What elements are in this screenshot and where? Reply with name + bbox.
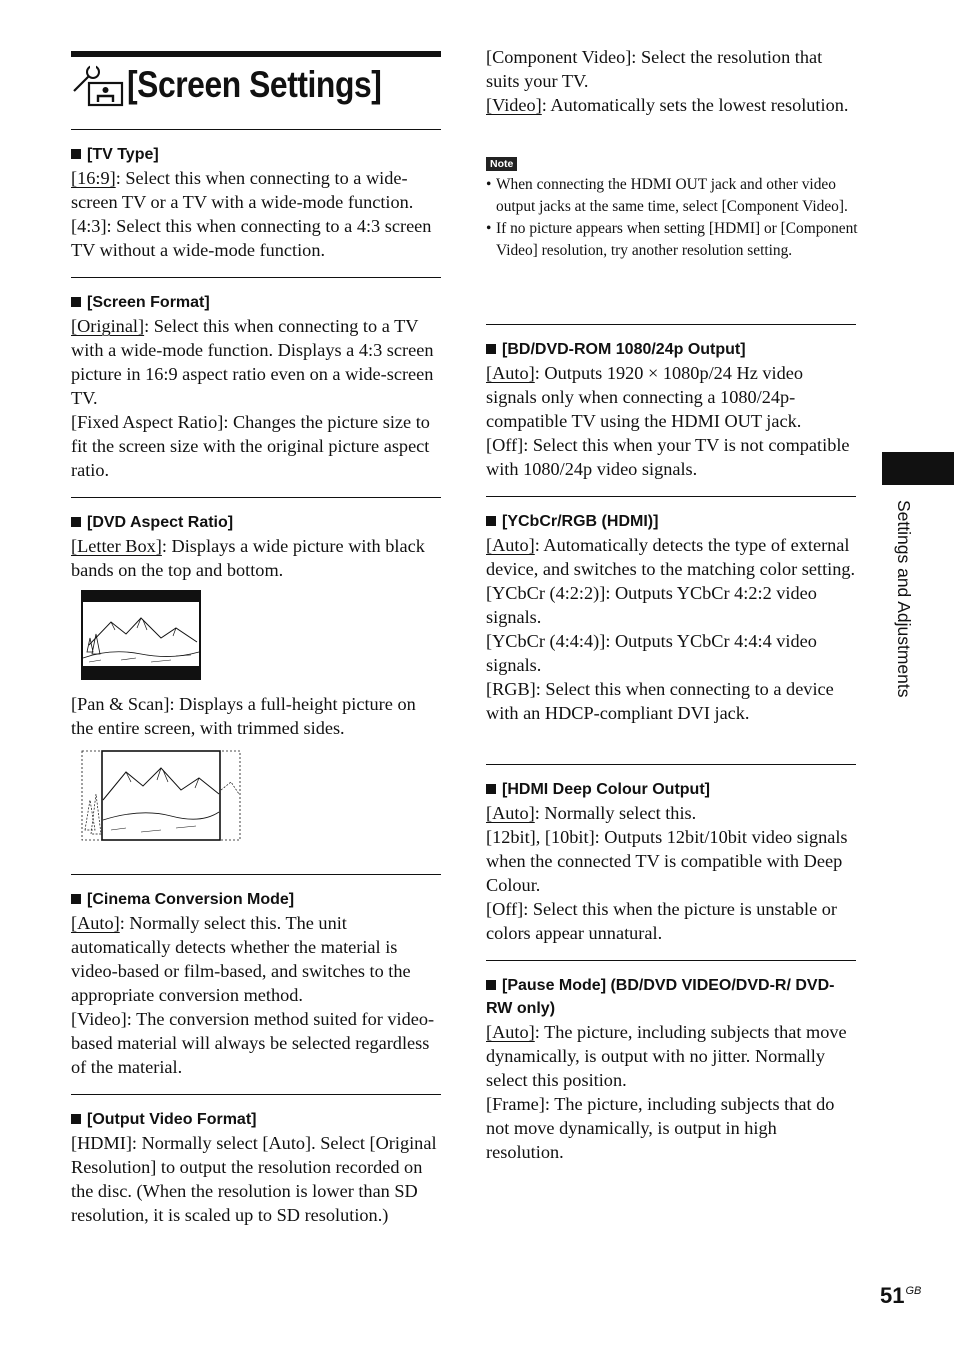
default-option: [Video] [486, 95, 542, 115]
section-deep-colour [486, 764, 856, 945]
section-heading: [BD/DVD-ROM 1080/24p Output] [486, 338, 856, 361]
section-screen-format [71, 277, 441, 482]
default-option: [16:9] [71, 168, 116, 188]
default-option: [Auto] [486, 1022, 535, 1042]
option-paragraph: [Component Video]: Select the resolution that suits your TV. [486, 47, 823, 91]
option-paragraph: [HDMI]: Normally select [Auto]. Select [Original Resolution] to output the resolution recorded on the disc. (When the resolution is lower than SD resolution, it is scaled up to SD resolution.) [71, 1133, 437, 1225]
square-bullet-icon [71, 149, 81, 159]
option-paragraph: [Pan & Scan]: Displays a full-height picture on the entire screen, with trimmed sides. [71, 694, 416, 738]
pan-scan-text [71, 692, 441, 740]
section-heading: [Output Video Format] [71, 1108, 441, 1131]
option-paragraph: [Letter Box]: Displays a wide picture with black bands on the top and bottom. [71, 536, 425, 580]
option-paragraph: [Off]: Select this when the picture is unstable or colors appear unnatural. [486, 899, 837, 943]
default-option: [Auto] [486, 535, 535, 555]
chapter-tab-marker [882, 452, 954, 485]
square-bullet-icon [71, 297, 81, 307]
note-list [486, 174, 858, 262]
option-paragraph: [12bit], [10bit]: Outputs 12bit/10bit video signals when the connected TV is compatible with Deep Colour. [486, 827, 848, 895]
section-heading: [YCbCr/RGB (HDMI)] [486, 510, 856, 533]
section-dvd-aspect-ratio [71, 497, 441, 582]
option-paragraph: [YCbCr (4:4:4)]: Outputs YCbCr 4:4:4 video signals. [486, 631, 817, 675]
section-heading: [TV Type] [71, 143, 441, 166]
option-paragraph: [16:9]: Select this when connecting to a wide-screen TV or a TV with a wide-mode function. [71, 168, 414, 212]
default-option: [Auto] [486, 803, 535, 823]
section-heading: [HDMI Deep Colour Output] [486, 778, 856, 801]
default-option: [Original] [71, 316, 145, 336]
section-tv-type [71, 129, 441, 262]
square-bullet-icon [486, 516, 496, 526]
option-paragraph: [Frame]: The picture, including subjects that do not move dynamically, is output in high resolution. [486, 1094, 835, 1162]
option-paragraph: [YCbCr (4:2:2)]: Outputs YCbCr 4:2:2 video signals. [486, 583, 817, 627]
square-bullet-icon [486, 784, 496, 794]
option-paragraph: [Auto]: Normally select this. The unit automatically detects whether the material is video-based or film-based, and switches to the appropriate conversion method. [71, 913, 411, 1005]
option-paragraph: [Auto]: Automatically detects the type of external device, and switches to the matching color setting. [486, 535, 856, 579]
section-output-video-format [71, 1094, 441, 1227]
option-paragraph: [Video]: The conversion method suited for video-based material will always be selected regardless of the material. [71, 1009, 435, 1077]
output-video-continued [486, 45, 856, 117]
chapter-side-label: Settings and Adjustments [894, 500, 914, 698]
option-paragraph: [4:3]: Select this when connecting to a 4:3 screen TV without a wide-mode function. [71, 216, 432, 260]
pan-scan-illustration [81, 750, 241, 847]
option-paragraph: [Video]: Automatically sets the lowest resolution. [486, 95, 849, 115]
option-paragraph: [Auto]: Outputs 1920 × 1080p/24 Hz video signals only when connecting a 1080/24p-compatible TV using the HDMI OUT jack. [486, 363, 804, 431]
section-cinema-conversion [71, 874, 441, 1079]
option-paragraph: [Original]: Select this when connecting to a TV with a wide-mode function. Displays a 4:3 screen picture in 16:9 aspect ratio even on a wide-screen TV. [71, 316, 434, 408]
option-paragraph: [Auto]: Normally select this. [486, 803, 697, 823]
note-item: • If no picture appears when setting [HDMI] or [Component Video] resolution, try another resolution setting. [486, 218, 858, 262]
title-text: [Screen Settings] [127, 64, 382, 105]
default-option: [Auto] [71, 913, 120, 933]
square-bullet-icon [71, 1114, 81, 1124]
square-bullet-icon [71, 894, 81, 904]
section-heading: [Screen Format] [71, 291, 441, 314]
settings-screen-icon [71, 61, 127, 109]
option-paragraph: [RGB]: Select this when connecting to a device with an HDCP-compliant DVI jack. [486, 679, 834, 723]
title-rule [71, 51, 441, 57]
square-bullet-icon [71, 517, 81, 527]
note-badge: Note [486, 157, 517, 171]
section-heading: [Cinema Conversion Mode] [71, 888, 441, 911]
section-pause-mode [486, 960, 856, 1164]
section-ycbcr-rgb [486, 496, 856, 725]
letterbox-illustration [81, 590, 201, 685]
section-heading: [DVD Aspect Ratio] [71, 511, 441, 534]
page-title [71, 60, 441, 110]
option-paragraph: [Auto]: The picture, including subjects that move dynamically, is output with no jitter. Normally select this position. [486, 1022, 847, 1090]
option-paragraph: [Off]: Select this when your TV is not compatible with 1080/24p video signals. [486, 435, 850, 479]
square-bullet-icon [486, 344, 496, 354]
option-paragraph: [Fixed Aspect Ratio]: Changes the picture size to fit the screen size with the original picture aspect ratio. [71, 412, 430, 480]
page-number: $51^{GB}$ [880, 1283, 922, 1308]
page-suffix: GB [905, 1285, 922, 1297]
section-heading: [Pause Mode] (BD/DVD VIDEO/DVD-R/ DVD-RW only) [486, 977, 835, 1017]
default-option: [Letter Box] [71, 536, 162, 556]
default-option: [Auto] [486, 363, 535, 383]
note-item: • When connecting the HDMI OUT jack and other video output jacks at the same time, select [Component Video]. [486, 174, 858, 218]
section-bd-1080-24p [486, 324, 856, 481]
square-bullet-icon [486, 980, 496, 990]
